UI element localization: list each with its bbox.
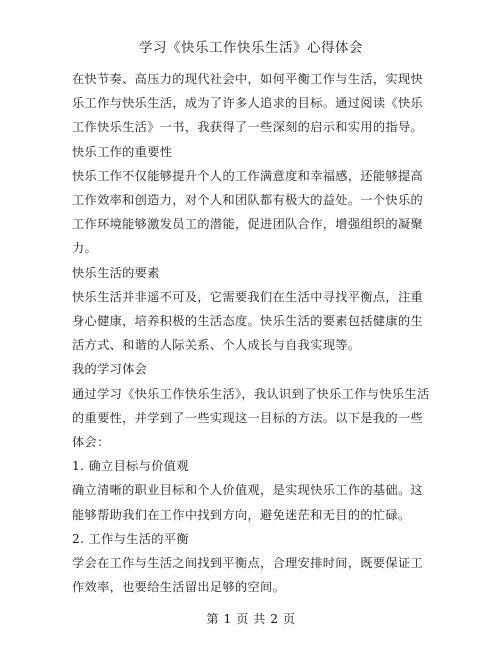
list-item-body-goals: 确立清晰的职业目标和个人价值观，是实现快乐工作的基础。这能够帮助我们在工作中找到方向，避免迷茫和无目的的忙碌。 xyxy=(72,483,424,522)
list-item-heading-goals: 1. 确立目标与价值观 xyxy=(72,459,189,474)
section-heading-elements: 快乐生活的要素 xyxy=(72,265,160,280)
section-body-importance: 快乐工作不仅能够提升个人的工作满意度和幸福感，还能够提高工作效率和创造力，对个人和团队都有极大的益处。一个快乐的工作环境能够激发员工的潜能，促进团队合作，增强组织的凝聚力。 xyxy=(72,168,424,256)
section-heading-importance: 快乐工作的重要性 xyxy=(72,144,173,159)
document-body xyxy=(72,67,430,599)
section-body-experience: 通过学习《快乐工作快乐生活》，我认识到了快乐工作与快乐生活的重要性，并学到了一些实现这一目标的方法。以下是我的一些体会： xyxy=(72,386,430,450)
intro-paragraph: 在快节奏、高压力的现代社会中，如何平衡工作与生活，实现快乐工作与快乐生活，成为了许多人追求的目标。通过阅读《快乐工作快乐生活》一书，我获得了一些深刻的启示和实用的指导。 xyxy=(72,72,424,135)
list-item-body-balance: 学会在工作与生活之间找到平衡点，合理安排时间，既要保证工作效率，也要给生活留出足够的空间。 xyxy=(72,556,424,595)
section-body-elements: 快乐生活并非遥不可及，它需要我们在生活中寻找平衡点，注重身心健康，培养积极的生活态度。快乐生活的要素包括健康的生活方式、和谐的人际关系、个人成长与自我实现等。 xyxy=(72,289,424,353)
section-heading-experience: 我的学习体会 xyxy=(72,362,148,377)
list-item-heading-balance: 2. 工作与生活的平衡 xyxy=(72,531,189,546)
page-number-footer: 第 1 页 共 2 页 xyxy=(206,612,296,626)
document-title: 学习《快乐工作快乐生活》心得体会 xyxy=(139,40,363,56)
